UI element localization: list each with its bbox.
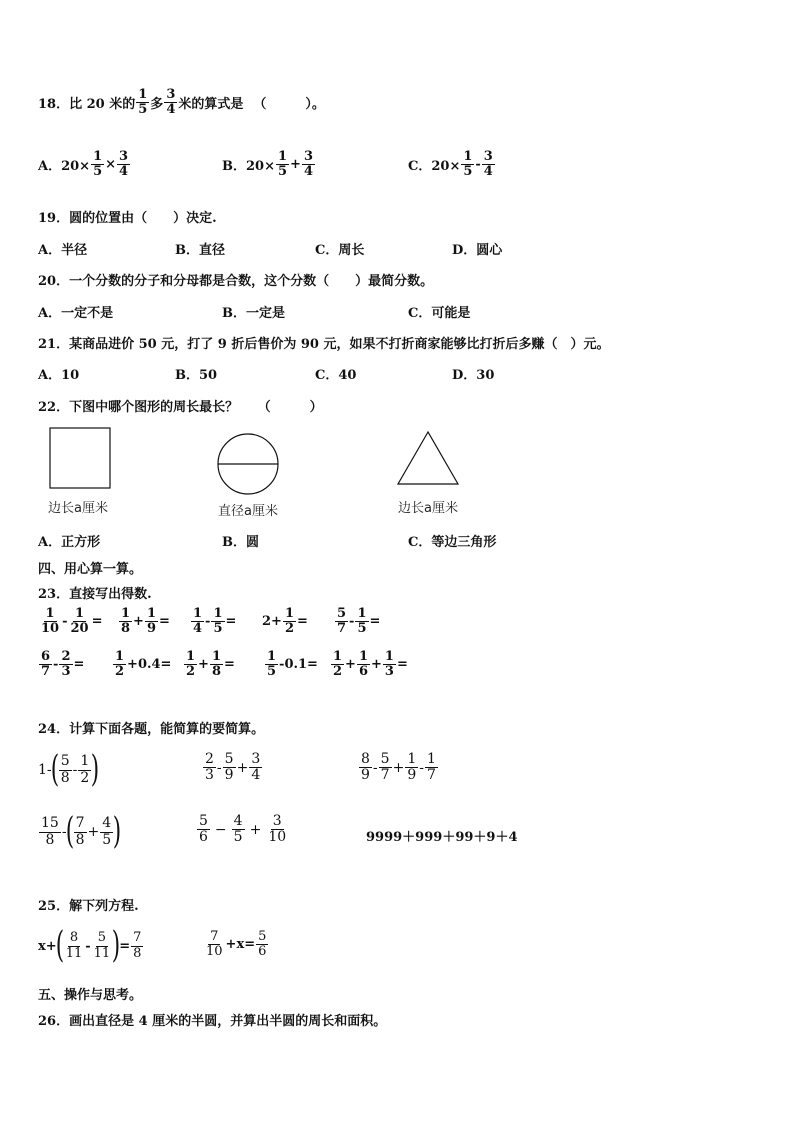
q18-option-c[interactable]: C．20× $\frac{1}{5}$ - 3 4 — [408, 149, 493, 180]
q18-option-b[interactable]: B．20× $\frac{1}{5}$ + $\frac{3}{4}$ — [222, 149, 313, 180]
q23-r1-e3: 1 4 - $\frac{1}{5}$ = — [193, 606, 237, 637]
q26-stem: 26．画出直径是 4 厘米的半圆，并算出半圆的周长和面积。 — [38, 1014, 387, 1029]
q21-option-c[interactable]: C．40 — [315, 368, 357, 383]
caption-square: 边长a厘米 — [48, 501, 108, 516]
section-4-title: 四、用心算一算。 — [38, 562, 143, 577]
q25-eq1: x+ ( 8 11 - 5 11 ) = $\frac{7}{8}$ — [38, 925, 142, 966]
q25-stem: 25．解下列方程. — [38, 899, 139, 914]
q19-stem: 19．圆的位置由（ ）决定. — [38, 211, 217, 226]
q23-r1-e5: 5 7 - $\frac{1}{5}$ = — [337, 606, 381, 637]
q24-e1: 1- ( 5 8 - 1 2 ) — [38, 749, 100, 790]
q22-figures — [40, 422, 540, 527]
q22-option-c[interactable]: C．等边三角形 — [408, 535, 497, 550]
q22-stem: 22．下图中哪个图形的周长最长？ （ ） — [38, 400, 323, 415]
q23-r2-e4: 1 5 -0.1= — [267, 649, 318, 680]
q22-option-a[interactable]: A．正方形 — [38, 535, 101, 550]
q21-option-b[interactable]: B．50 — [175, 368, 218, 383]
q20-option-b[interactable]: B．一定是 — [222, 306, 285, 321]
q21-option-d[interactable]: D．30 — [452, 368, 495, 383]
q20-stem: 20．一个分数的分子和分母都是合数，这个分数（ ）最简分数。 — [38, 274, 434, 289]
q23-r2-e3: 1 2 + $\frac{1}{8}$ = — [186, 649, 235, 680]
q20-option-c[interactable]: C．可能是 — [408, 306, 471, 321]
q23-r2-e1: 6 7 - $\frac{2}{3}$ = — [41, 649, 85, 680]
q19-option-d[interactable]: D．圆心 — [452, 243, 503, 258]
q24-stem: 24．计算下面各题，能简算的要简算。 — [38, 722, 265, 737]
fraction: 3 4 — [166, 87, 176, 118]
q21-option-a[interactable]: A．10 — [38, 368, 80, 383]
q18-option-a[interactable]: A．20× $\frac{1}{5}$ × $\frac{3}{4}$ — [38, 149, 129, 180]
q23-r2-e2: 1 2 +0.4= — [115, 649, 172, 680]
q19-option-b[interactable]: B．直径 — [175, 243, 225, 258]
section-5-title: 五、操作与思考。 — [38, 988, 143, 1003]
q23-r1-e2: 1 8 + $\frac{1}{9}$ = — [121, 606, 170, 637]
q23-r1-e4: 2+ $\frac{1}{2}$ = — [262, 606, 308, 637]
q19-option-c[interactable]: C．周长 — [315, 243, 365, 258]
caption-triangle: 边长a厘米 — [398, 501, 458, 516]
q24-e3: 8 9 - 5 7 + $\frac{1}{9}$ - 1 7 — [361, 751, 436, 784]
caption-circle: 直径a厘米 — [218, 504, 278, 519]
q25-eq2: 7 10 +x= $\frac{5}{6}$ — [206, 929, 267, 960]
q21-stem: 21．某商品进价 50 元，打了 9 折后售价为 90 元，如果不打折商家能够比打折后多赚（ ）元。 — [38, 337, 610, 352]
q18-stem: 18． 比 20 米的 1 5 多 3 4 米的算式是 （ ）。 — [38, 87, 325, 118]
q22-option-b[interactable]: B．圆 — [222, 535, 259, 550]
q23-stem: 23．直接写出得数. — [38, 587, 152, 602]
triangle-figure — [398, 432, 458, 484]
q23-r1-e1: 1 10 - $\frac{1}{20}$ = — [41, 606, 103, 637]
q24-e4: 15 8 - ( 7 8 + $\frac{4}{5}$ ) — [41, 811, 122, 852]
square-figure — [50, 428, 110, 488]
q19-option-a[interactable]: A．半径 — [38, 243, 88, 258]
q20-option-a[interactable]: A．一定不是 — [38, 306, 114, 321]
q24-e2: 2 3 - 5 9 + $\frac{3}{4}$ — [205, 751, 261, 784]
q24-e5: 5 6 − $\frac{4}{5}$ + $\frac{3}{10}$ — [199, 813, 287, 846]
q23-r2-e5: 1 2 + $\frac{1}{6}$ + $\frac{1}{3}$ = — [333, 649, 408, 680]
q24-e6: 9999＋999＋99＋9＋4 — [366, 830, 518, 845]
fraction: 1 5 — [138, 87, 148, 118]
